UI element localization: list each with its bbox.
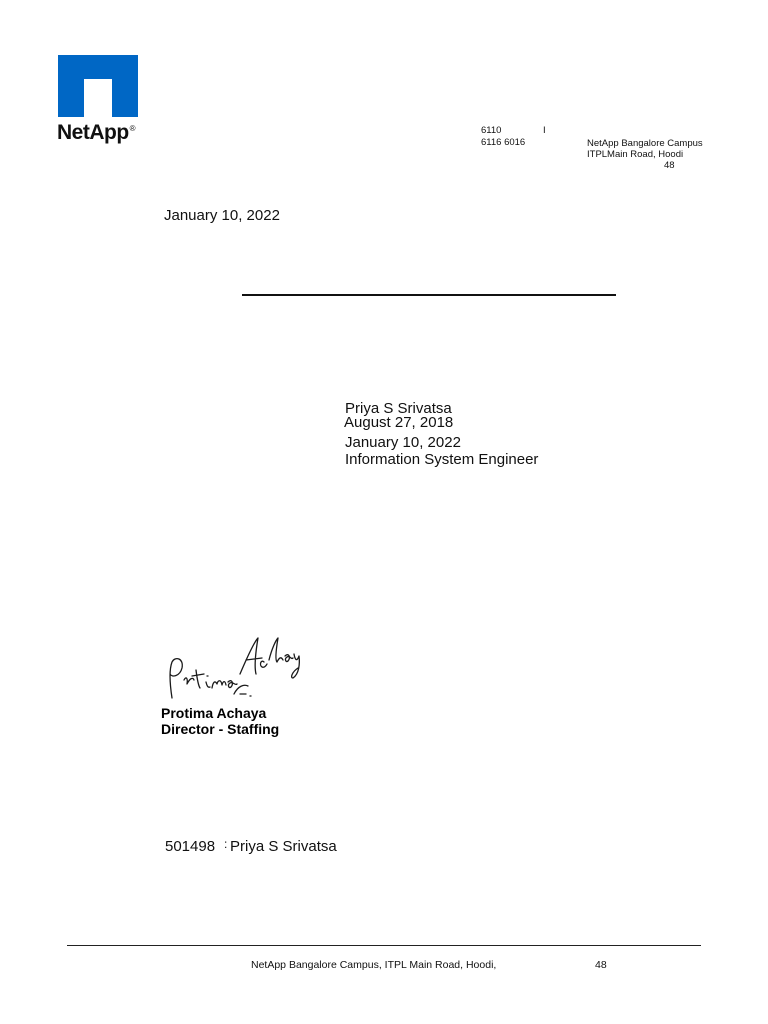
title-underline xyxy=(242,294,616,296)
signatory-name: Protima Achaya xyxy=(161,705,267,721)
signature-image xyxy=(160,630,305,702)
netapp-logo-text: NetApp® xyxy=(57,121,136,144)
header-phone-separator: I xyxy=(543,125,546,136)
footer-code: 48 xyxy=(595,959,607,971)
header-address-line2: ITPLMain Road, Hoodi xyxy=(587,149,684,160)
employee-name: Priya S Srivatsa xyxy=(345,400,452,417)
ack-employee-id: 501498 xyxy=(165,838,216,855)
relieving-date: January 10, 2022 xyxy=(345,434,461,451)
letter-date: January 10, 2022 xyxy=(164,207,280,224)
ack-separator: : xyxy=(224,837,228,851)
ack-employee-name: Priya S Srivatsa xyxy=(230,838,337,855)
join-date: August 27, 2018 xyxy=(344,414,454,431)
header-address-line1: NetApp Bangalore Campus xyxy=(587,138,703,149)
designation: Information System Engineer xyxy=(345,451,539,468)
header-address-line3: 48 xyxy=(664,160,675,171)
netapp-logo-icon xyxy=(58,55,138,117)
signatory-title: Director - Staffing xyxy=(161,721,280,737)
footer-address: NetApp Bangalore Campus, ITPL Main Road, Hoodi, xyxy=(251,959,497,971)
footer-divider xyxy=(67,945,701,946)
header-phone-line1: 6110 xyxy=(481,125,502,136)
header-phone-line2: 6116 6016 xyxy=(481,137,526,148)
